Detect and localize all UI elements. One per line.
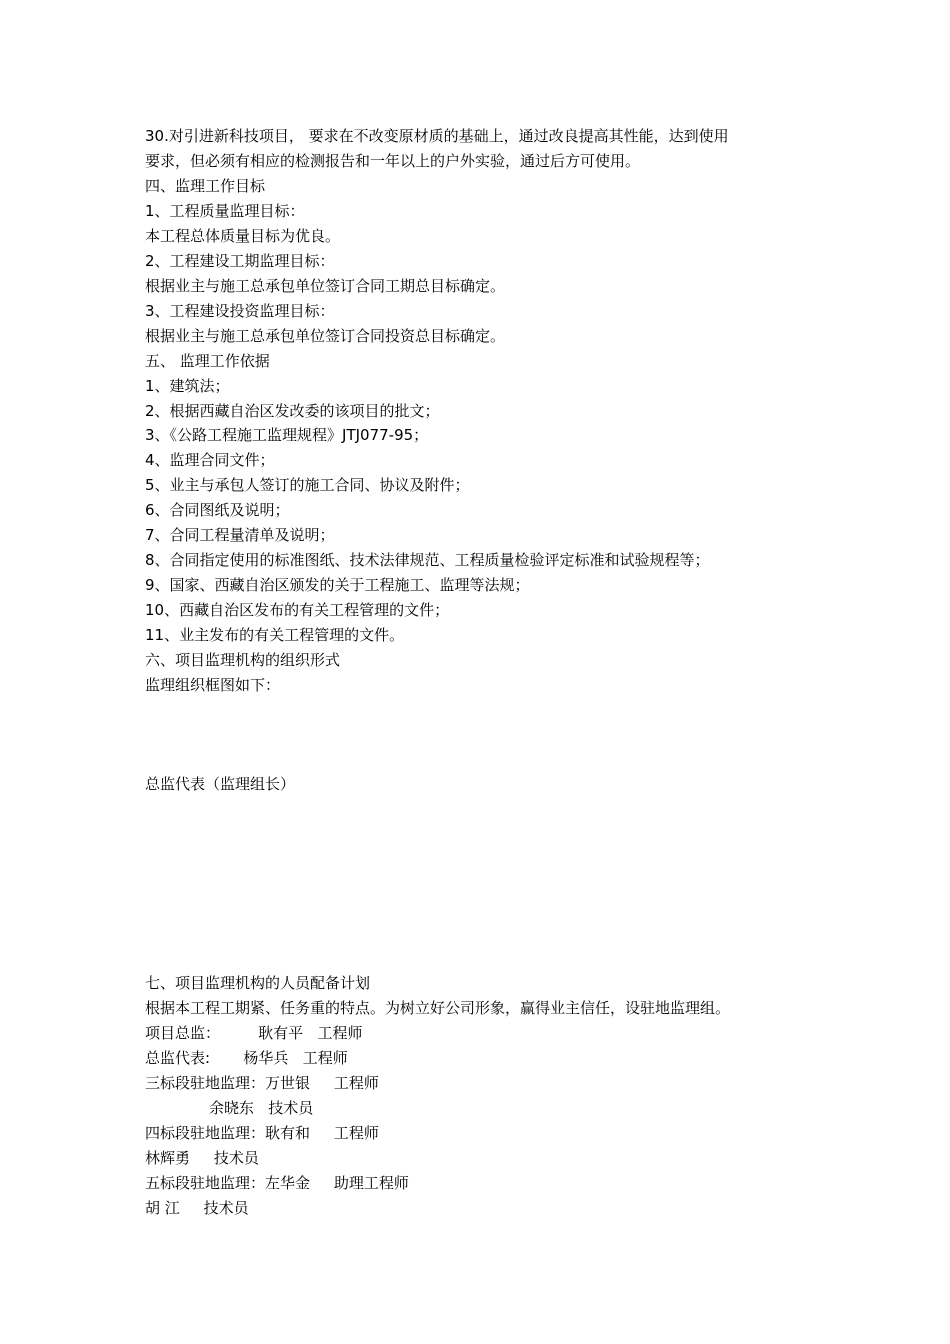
staff-line: 林辉勇 技术员 bbox=[145, 1149, 259, 1167]
text-line: 2、工程建设工期监理目标： bbox=[145, 252, 335, 270]
text-line: 本工程总体质量目标为优良。 bbox=[145, 227, 341, 245]
text-line: 根据本工程工期紧、任务重的特点。为树立好公司形象，赢得业主信任，设驻地监理组。 bbox=[145, 999, 731, 1017]
staff-line: 三标段驻地监理：万世银 工程师 bbox=[145, 1074, 379, 1092]
text-line: 要求，但必须有相应的检测报告和一年以上的户外实验，通过后方可使用。 bbox=[145, 152, 641, 170]
text-line: 8、合同指定使用的标准图纸、技术法律规范、工程质量检验评定标准和试验规程等； bbox=[145, 551, 710, 569]
text-line: 根据业主与施工总承包单位签订合同投资总目标确定。 bbox=[145, 327, 506, 345]
section-heading: 四、监理工作目标 bbox=[145, 177, 266, 195]
text-line: 10、西藏自治区发布的有关工程管理的文件； bbox=[145, 601, 450, 619]
text-line: 11、业主发布的有关工程管理的文件。 bbox=[145, 626, 405, 644]
text-line: 5、业主与承包人签订的施工合同、协议及附件； bbox=[145, 476, 470, 494]
staff-line: 胡 江 技术员 bbox=[145, 1199, 249, 1217]
text-line: 1、工程质量监理目标： bbox=[145, 202, 305, 220]
text-line: 3、《公路工程施工监理规程》JTJ077-95； bbox=[145, 426, 429, 444]
org-chart-label: 总监代表（监理组长） bbox=[145, 775, 296, 793]
section-heading: 七、项目监理机构的人员配备计划 bbox=[145, 974, 371, 992]
text-line: 4、监理合同文件； bbox=[145, 451, 275, 469]
section-heading: 五、 监理工作依据 bbox=[145, 352, 270, 370]
staff-line: 余晓东 技术员 bbox=[209, 1099, 314, 1117]
text-line: 9、国家、西藏自治区颁发的关于工程施工、监理等法规； bbox=[145, 576, 530, 594]
staff-line: 五标段驻地监理：左华金 助理工程师 bbox=[145, 1174, 409, 1192]
text-line: 30.对引进新科技项目， 要求在不改变原材质的基础上，通过改良提高其性能，达到使用 bbox=[145, 127, 729, 145]
section-heading: 六、项目监理机构的组织形式 bbox=[145, 651, 341, 669]
text-line: 7、合同工程量清单及说明； bbox=[145, 526, 335, 544]
text-line: 根据业主与施工总承包单位签订合同工期总目标确定。 bbox=[145, 277, 506, 295]
text-line: 2、根据西藏自治区发改委的该项目的批文； bbox=[145, 402, 440, 420]
staff-line: 四标段驻地监理：耿有和 工程师 bbox=[145, 1124, 379, 1142]
text-line: 6、合同图纸及说明； bbox=[145, 501, 290, 519]
staff-line: 总监代表: 杨华兵 工程师 bbox=[145, 1049, 348, 1067]
text-line: 3、工程建设投资监理目标： bbox=[145, 302, 335, 320]
text-line: 监理组织框图如下： bbox=[145, 676, 281, 694]
text-line: 1、建筑法； bbox=[145, 377, 230, 395]
staff-line: 项目总监： 耿有平 工程师 bbox=[145, 1024, 363, 1042]
